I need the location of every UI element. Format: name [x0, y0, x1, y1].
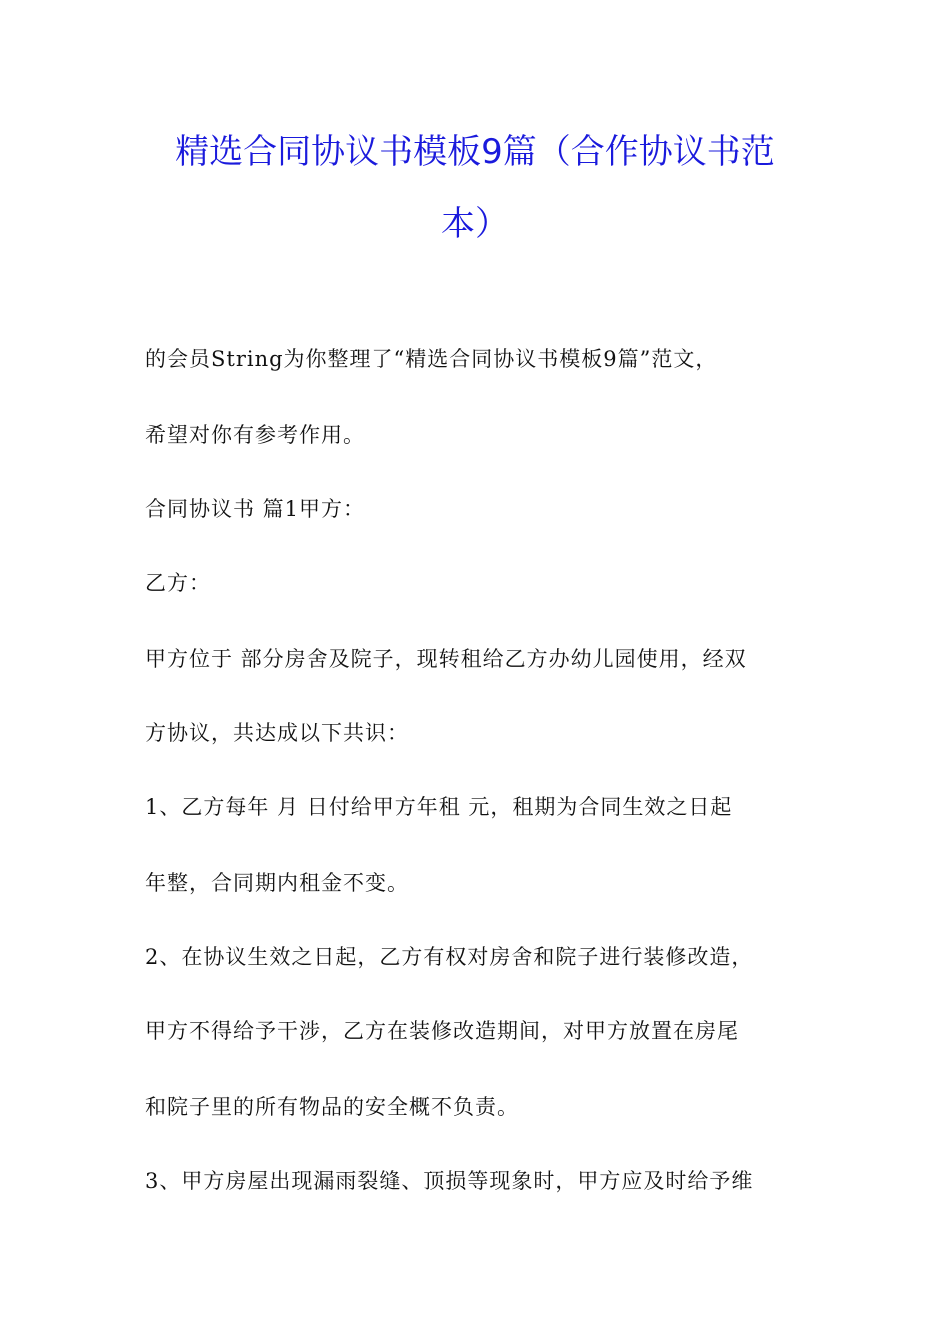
body-line-12: 3、甲方房屋出现漏雨裂缝、顶损等现象时，甲方应及时给予维 — [145, 1169, 754, 1193]
body-line-6: 方协议，共达成以下共识： — [145, 721, 409, 745]
body-line-2: 希望对你有参考作用。 — [145, 423, 365, 447]
body-line-8: 年整，合同期内租金不变。 — [145, 871, 409, 895]
document-title-line-2: 本） — [441, 204, 509, 244]
body-line-3: 合同协议书 篇1甲方： — [145, 497, 366, 521]
body-line-11: 和院子里的所有物品的安全概不负责。 — [145, 1095, 519, 1119]
body-line-1: 的会员String为你整理了“精选合同协议书模板9篇”范文， — [145, 347, 718, 371]
body-line-4: 乙方： — [145, 571, 211, 595]
body-line-7: 1、乙方每年 月 日付给甲方年租 元，租期为合同生效之日起 — [145, 795, 733, 819]
body-line-9: 2、在协议生效之日起，乙方有权对房舍和院子进行装修改造， — [145, 945, 754, 969]
document-title-line-1: 精选合同协议书模板9篇（合作协议书范 — [175, 132, 775, 172]
body-line-10: 甲方不得给予干涉，乙方在装修改造期间，对甲方放置在房尾 — [145, 1019, 739, 1043]
body-line-5: 甲方位于 部分房舍及院子，现转租给乙方办幼儿园使用，经双 — [145, 647, 747, 671]
